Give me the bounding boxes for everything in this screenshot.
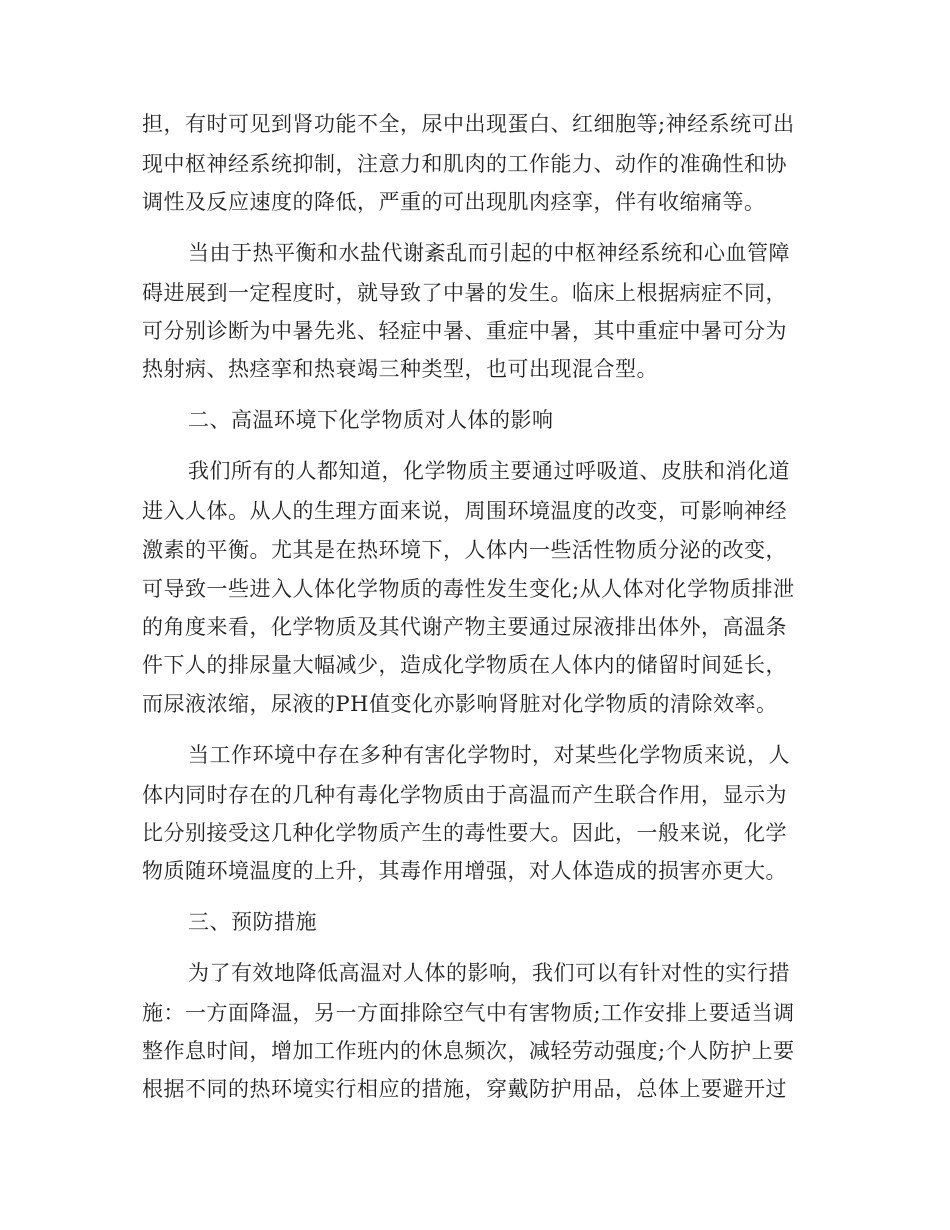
text-line: 而尿液浓缩，尿液的PH值变化亦影响肾脏对化学物质的清除效率。: [142, 692, 778, 716]
paragraph-first-line: 我们所有的人都知道，化学物质主要通过呼吸道、皮肤和消化道: [188, 459, 790, 483]
section-heading: 二、高温环境下化学物质对人体的影响: [188, 408, 554, 432]
text-line: 比分别接受这几种化学物质产生的毒性要大。因此，一般来说，化学: [142, 821, 787, 845]
paragraph-first-line: 为了有效地降低高温对人体的影响，我们可以有针对性的实行措: [188, 961, 790, 985]
section-heading: 三、预防措施: [188, 910, 317, 934]
text-line: 可分别诊断为中暑先兆、轻症中暑、重症中暑，其中重症中暑可分为: [142, 319, 787, 343]
text-line: 可导致一些进入人体化学物质的毒性发生变化;从人体对化学物质排泄: [142, 577, 795, 601]
text-line: 进入人体。从人的生理方面来说，周围环境温度的改变，可影响神经: [142, 499, 787, 523]
text-line: 件下人的排尿量大幅减少，造成化学物质在人体内的储留时间延长，: [142, 653, 787, 677]
paragraph-first-line: 当由于热平衡和水盐代谢紊乱而引起的中枢神经系统和心血管障: [188, 241, 790, 265]
text-line: 激素的平衡。尤其是在热环境下，人体内一些活性物质分泌的改变，: [142, 538, 787, 562]
text-line: 体内同时存在的几种有毒化学物质由于高温而产生联合作用，显示为: [142, 783, 787, 807]
text-line: 施：一方面降温，另一方面排除空气中有害物质;工作安排上要适当调: [142, 1001, 795, 1025]
paragraph-first-line: 当工作环境中存在多种有害化学物时，对某些化学物质来说，人: [188, 743, 790, 767]
text-line: 的角度来看，化学物质及其代谢产物主要通过尿液排出体外，高温条: [142, 615, 787, 639]
text-line: 担，有时可见到肾功能不全，尿中出现蛋白、红细胞等;神经系统可出: [142, 112, 795, 136]
text-line: 碍进展到一定程度时，就导致了中暑的发生。临床上根据病症不同，: [142, 281, 787, 305]
text-line: 调性及反应速度的降低，严重的可出现肌肉痉挛，伴有收缩痛等。: [142, 190, 766, 214]
text-line: 整作息时间，增加工作班内的休息频次，减轻劳动强度;个人防护上要: [142, 1039, 795, 1063]
text-line: 物质随环境温度的上升，其毒作用增强，对人体造成的损害亦更大。: [142, 859, 787, 883]
text-line: 根据不同的热环境实行相应的措施，穿戴防护用品，总体上要避开过: [142, 1077, 787, 1101]
text-line: 热射病、热痉挛和热衰竭三种类型，也可出现混合型。: [142, 357, 658, 381]
text-line: 现中枢神经系统抑制，注意力和肌肉的工作能力、动作的准确性和协: [142, 152, 787, 176]
